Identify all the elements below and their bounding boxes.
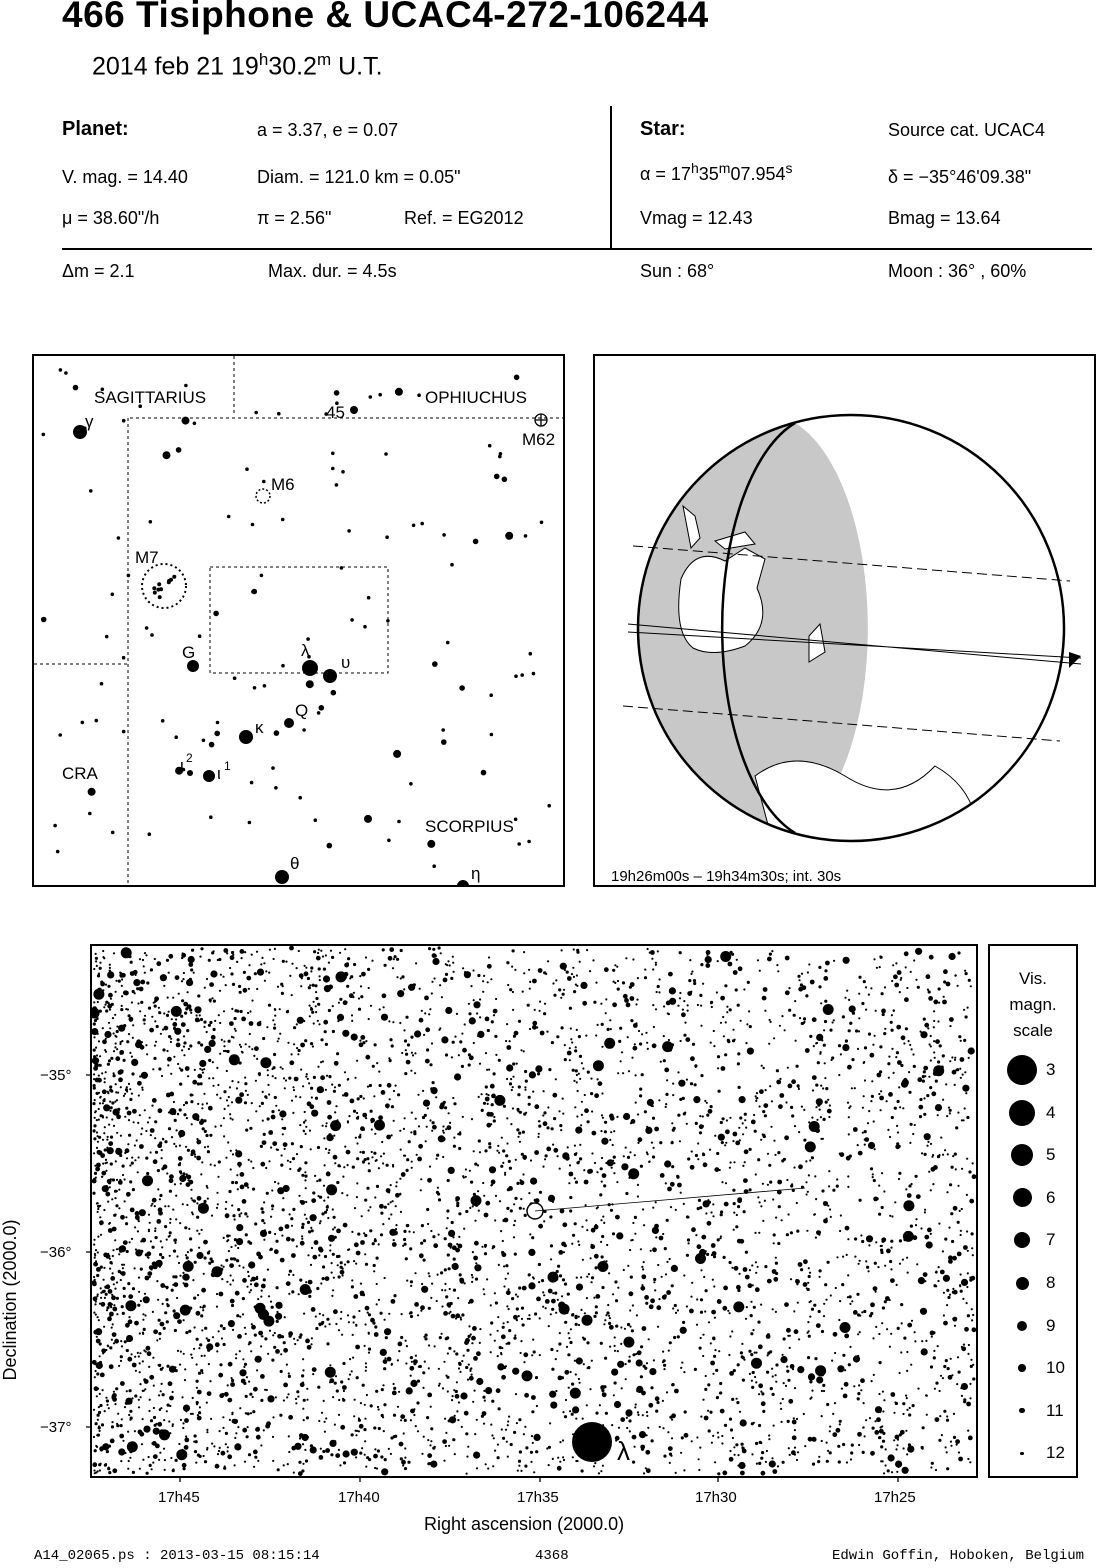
label-theta: θ [290, 854, 300, 873]
finder-field-star [182, 417, 190, 425]
m6-cluster-marker [256, 489, 270, 503]
label-upsilon: υ [341, 653, 351, 672]
finder-field-star [213, 611, 219, 617]
star-heading: Star: [640, 118, 686, 140]
planet-heading: Planet: [62, 118, 129, 140]
finder-field-star [347, 529, 351, 533]
finder-field-star [412, 524, 416, 528]
finder-field-star [331, 452, 335, 456]
finder-field-star [432, 661, 438, 667]
finder-field-star [145, 626, 149, 630]
finder-field-star [163, 451, 171, 459]
finder-field-star [148, 832, 152, 836]
finder-field-star [274, 730, 280, 736]
finder-field-star [81, 721, 85, 725]
finder-field-star [341, 470, 345, 474]
finder-field-star [547, 804, 551, 808]
planet-orbit: a = 3.37, e = 0.07 [257, 120, 399, 140]
label-G: G [182, 643, 196, 662]
finder-field-star [56, 850, 60, 854]
finder-chart [32, 354, 565, 887]
finder-field-star [251, 523, 255, 527]
finder-field-star [327, 843, 333, 849]
star-Q [284, 718, 294, 728]
finder-field-star [367, 596, 371, 600]
star-bmag: Bmag = 13.64 [888, 208, 1001, 228]
star-vmag: Vmag = 12.43 [640, 208, 753, 228]
finder-field-star [248, 821, 252, 825]
finder-field-star [209, 815, 213, 819]
finder-field-star [302, 728, 306, 732]
finder-field-star [481, 770, 487, 776]
finder-field-star [202, 739, 206, 743]
label-sagittarius: SAGITTARIUS [94, 388, 207, 407]
event-datetime [92, 50, 383, 81]
finder-field-star [95, 719, 99, 723]
finder-field-star [490, 733, 494, 737]
finder-field-star [174, 735, 178, 739]
finder-field-star [117, 536, 121, 540]
finder-field-star [420, 522, 424, 526]
finder-chart-svg [34, 356, 563, 885]
label-scorpius: SCORPIUS [425, 817, 514, 836]
finder-field-star [432, 864, 436, 868]
finder-field-star [88, 812, 92, 816]
finder-field-star [271, 766, 275, 770]
label-gamma: γ [85, 412, 94, 431]
finder-field-star [254, 411, 258, 415]
finder-field-star [350, 618, 354, 622]
moon-elongation: Moon : 36° , 60% [888, 261, 1027, 281]
m7-cluster-marker [142, 564, 186, 608]
max-duration: Max. dur. = 4.5s [268, 261, 397, 281]
star-lambda [302, 660, 318, 676]
finder-field-star [459, 685, 465, 691]
finder-field-star [441, 728, 445, 732]
magnitude-drop: Δm = 2.1 [62, 261, 135, 281]
finder-field-star [88, 788, 96, 796]
finder-field-star [427, 840, 435, 848]
finder-field-star [488, 444, 492, 448]
finder-field-star [514, 375, 520, 381]
finder-field-star [89, 489, 93, 493]
m7-cluster-star [167, 579, 171, 583]
finder-field-star [387, 839, 391, 843]
finder-field-star [59, 368, 63, 372]
finder-field-star [473, 539, 479, 545]
m7-cluster-star [159, 587, 163, 591]
finder-field-star [184, 384, 188, 388]
finder-field-star [505, 532, 513, 540]
finder-field-star [111, 593, 115, 597]
finder-field-star [306, 680, 314, 688]
finder-field-star [260, 574, 264, 578]
star-ra: $\alpha = 17^h35^m07.954^s$ [640, 160, 793, 184]
finder-field-star [198, 634, 202, 638]
planet-motion: μ = 38.60"/h [62, 208, 160, 228]
label-eta: η [471, 864, 481, 883]
finder-field-star [122, 419, 126, 423]
finder-field-star [364, 815, 372, 823]
star-dec: δ = −35°46'09.38" [888, 167, 1032, 187]
finder-field-star [384, 452, 388, 456]
m7-cluster-star [153, 591, 157, 595]
date-hour-unit: h [258, 50, 269, 69]
path-arrow-icon [1069, 652, 1081, 668]
star-source-catalog: Source cat. UCAC4 [888, 120, 1046, 140]
date-suffix: U.T. [331, 52, 383, 81]
chart-field-outline [210, 567, 388, 673]
page-title: 466 Tisiphone & UCAC4-272-106244 [62, 0, 709, 35]
finder-field-star [529, 652, 533, 656]
star-iota1 [203, 770, 215, 782]
finder-field-star [122, 730, 126, 734]
finder-field-star [216, 721, 220, 725]
finder-field-star [53, 824, 57, 828]
finder-field-star [393, 750, 401, 758]
finder-field-star [233, 676, 237, 680]
star-45 [350, 406, 358, 414]
finder-field-star [395, 388, 403, 396]
table-divider [610, 106, 612, 248]
date-minute-unit: m [316, 50, 332, 69]
finder-field-star [100, 682, 104, 686]
finder-field-star [331, 467, 335, 471]
finder-field-star [385, 535, 389, 539]
finder-field-star [250, 781, 254, 785]
label-cra: CRA [62, 764, 98, 783]
finder-field-star [227, 515, 231, 519]
globe-svg [595, 356, 1094, 885]
finder-field-star [409, 782, 413, 786]
finder-field-star [122, 656, 126, 660]
finder-field-star [149, 520, 153, 524]
label-m62: M62 [522, 430, 556, 449]
label-iota1-sup: 1 [224, 759, 231, 773]
finder-field-star [209, 742, 215, 748]
label-iota1: ι [217, 764, 221, 783]
label-Q: Q [295, 701, 309, 720]
finder-field-star [331, 690, 337, 696]
date-minutes: 30.2 [268, 52, 317, 81]
finder-field-star [111, 831, 115, 835]
finder-field-star [73, 385, 79, 391]
finder-field-star [161, 719, 165, 723]
finder-field-star [397, 820, 401, 824]
finder-field-star [252, 589, 258, 595]
finder-field-star [193, 422, 197, 426]
finder-field-star [442, 533, 446, 537]
finder-field-star [446, 641, 450, 645]
finder-field-star [281, 664, 285, 668]
label-45: 45 [326, 403, 345, 422]
finder-field-star [378, 393, 382, 397]
finder-field-star [42, 433, 46, 437]
star-theta [275, 870, 289, 884]
finder-field-star [253, 686, 257, 690]
finder-field-star [527, 840, 531, 844]
label-ophiuchus: OPHIUCHUS [425, 388, 528, 407]
finder-field-star [450, 563, 454, 567]
label-kappa: κ [255, 718, 264, 737]
table-rule [62, 248, 1092, 250]
planet-vmag: V. mag. = 14.40 [62, 167, 188, 187]
finder-field-star [540, 521, 544, 525]
m7-cluster-star [158, 595, 162, 599]
finder-field-star [58, 733, 62, 737]
finder-field-star [489, 693, 493, 697]
star-eta [457, 880, 469, 885]
finder-field-star [502, 477, 508, 483]
finder-field-star [263, 684, 267, 688]
finder-field-star [520, 673, 524, 677]
finder-field-star [514, 674, 518, 678]
finder-field-star [317, 711, 321, 715]
finder-field-star [274, 786, 278, 790]
label-lambda: λ [301, 641, 310, 660]
finder-field-star [150, 633, 154, 637]
finder-field-star [64, 371, 68, 375]
finder-field-star [524, 534, 528, 538]
finder-field-star [369, 395, 373, 399]
m7-cluster-star [152, 586, 156, 590]
label-iota2: ι [180, 756, 184, 775]
finder-field-star [214, 731, 220, 737]
finder-field-star [314, 818, 318, 822]
globe-caption: 19h26m00s – 19h34m30s; int. 30s [611, 868, 842, 885]
star-iota2 [187, 770, 193, 776]
finder-field-star [281, 518, 285, 522]
finder-field-star [127, 574, 131, 578]
planet-parallax: π = 2.56" [257, 208, 332, 228]
finder-field-star [494, 474, 500, 480]
globe-panel [593, 354, 1096, 887]
sun-elongation: Sun : 68° [640, 261, 715, 281]
label-iota2-sup: 2 [186, 751, 193, 765]
finder-field-star [517, 842, 521, 846]
finder-field-star [363, 625, 367, 629]
finder-field-star [334, 390, 340, 396]
star-kappa [239, 730, 253, 744]
finder-field-star [176, 447, 182, 453]
finder-field-star [105, 635, 109, 639]
finder-stars [41, 368, 551, 868]
finder-field-star [498, 455, 502, 459]
star-upsilon [323, 669, 337, 683]
planet-reference: Ref. = EG2012 [404, 208, 524, 228]
constellation-boundary [34, 356, 563, 885]
planet-diameter: Diam. = 121.0 km = 0.05" [257, 167, 461, 187]
label-m7: M7 [135, 548, 159, 567]
finder-field-star [335, 483, 339, 487]
finder-field-star [319, 705, 325, 711]
finder-field-star [386, 619, 390, 623]
finder-field-star [298, 796, 302, 800]
label-m6: M6 [271, 475, 295, 494]
finder-field-star [441, 739, 447, 745]
finder-field-star [514, 818, 518, 822]
finder-field-star [262, 480, 266, 484]
finder-field-star [277, 412, 281, 416]
finder-field-star [532, 672, 536, 676]
finder-field-star [245, 467, 249, 471]
finder-field-star [340, 566, 344, 570]
finder-field-star [417, 393, 421, 397]
finder-field-star [41, 617, 47, 623]
m7-cluster-star [157, 582, 161, 586]
m7-cluster-star [172, 575, 176, 579]
date-prefix: 2014 feb 21 19 [92, 52, 259, 81]
